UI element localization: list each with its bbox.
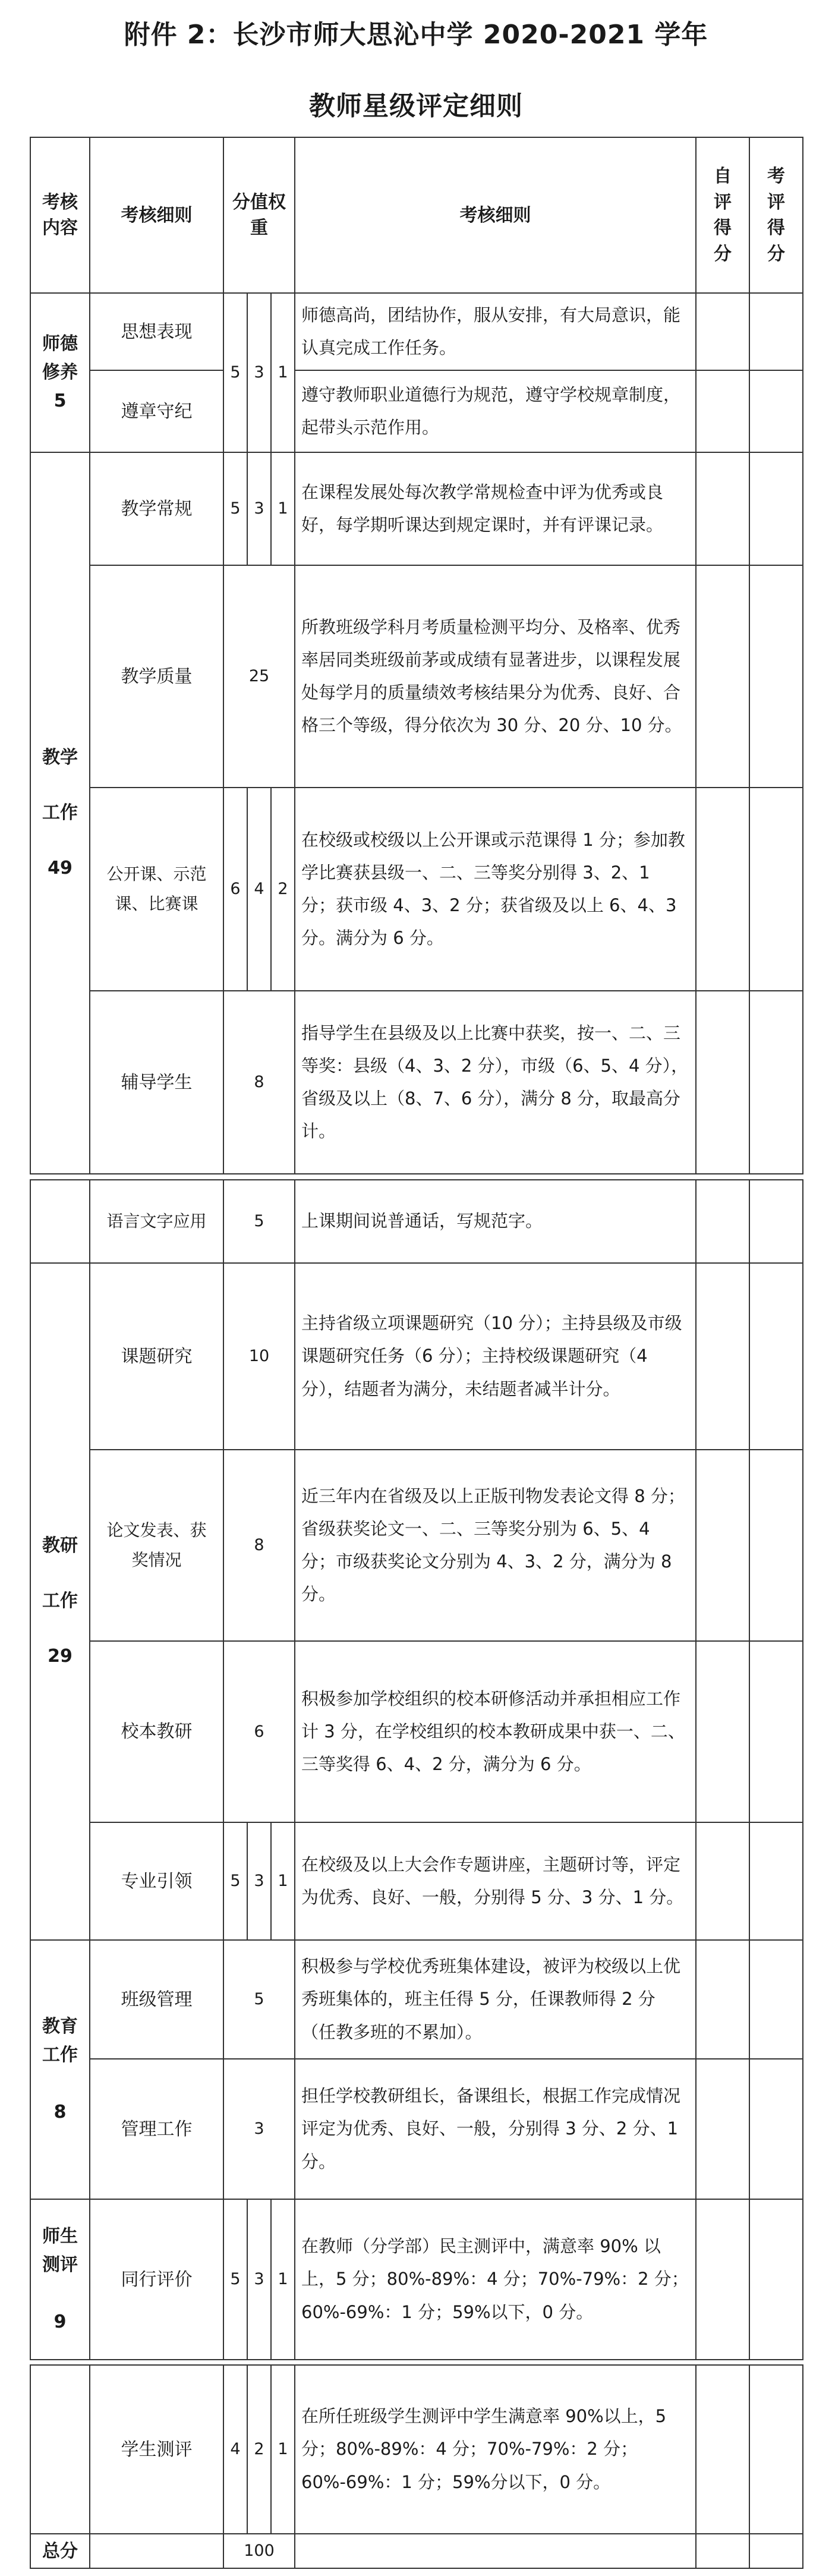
total-blank — [90, 2534, 223, 2568]
row-detail-yuyan: 上课期间说普通话，写规范字。 — [295, 1180, 696, 1263]
weight-xuesheng-a: 4 — [223, 2365, 247, 2534]
row-detail-yinling: 在校级及以上大会作专题讲座，主题研讨等，评定为优秀、良好、一般，分别得 5 分、3 分、1 分。 — [295, 1822, 696, 1940]
row-name-yuyan: 语言文字应用 — [90, 1180, 223, 1263]
weight-tonghang-b: 3 — [247, 2199, 271, 2360]
weight-ethics-b: 3 — [247, 293, 271, 452]
exam-score-cell[interactable] — [749, 1940, 803, 2059]
exam-score-cell[interactable] — [749, 1822, 803, 1940]
header-detail: 考核细则 — [295, 137, 696, 293]
rating-table-part1 — [30, 137, 803, 1174]
row-name-sixiang: 思想表现 — [90, 293, 223, 370]
weight-changgui-c: 1 — [271, 452, 295, 565]
row-detail-gongkai: 在校级或校级以上公开课或示范课得 1 分；参加教学比赛获县级一、二、三等奖分别得 3、2、1 分；获市级 4、3、2 分；获省级及以上 6、4、3 分。满分为 6 分。 — [295, 788, 696, 991]
row-detail-keti: 主持省级立项课题研究（10 分）；主持县级及市级课题研究任务（6 分）；主持校级课题研究（4 分），结题者为满分，未结题者减半计分。 — [295, 1263, 696, 1450]
row-detail-sixiang: 师德高尚，团结协作，服从安排，有大局意识，能认真完成工作任务。 — [295, 293, 696, 370]
row-name-changgui: 教学常规 — [90, 452, 223, 565]
self-score-cell[interactable] — [696, 1263, 749, 1450]
section-total: 总分 — [30, 2534, 90, 2568]
self-score-cell[interactable] — [696, 452, 749, 565]
weight-xuesheng-b: 2 — [247, 2365, 271, 2534]
weight-gongkai-c: 2 — [271, 788, 295, 991]
exam-score-cell[interactable] — [749, 293, 803, 370]
section-teaching: 教学 工作 49 — [30, 452, 90, 1174]
exam-score-cell[interactable] — [749, 991, 803, 1174]
section-blank — [30, 2365, 90, 2534]
weight-yuyan: 5 — [223, 1180, 295, 1263]
weight-tonghang-a: 5 — [223, 2199, 247, 2360]
row-detail-xiaoben: 积极参加学校组织的校本研修活动并承担相应工作计 3 分，在学校组织的校本教研成果中获一、二、三等奖得 6、4、2 分，满分为 6 分。 — [295, 1641, 696, 1822]
document-title-line2: 教师星级评定细则 — [309, 91, 523, 121]
rating-table-part2 — [30, 1179, 803, 2360]
weight-ethics-c: 1 — [271, 293, 295, 452]
exam-score-cell[interactable] — [749, 2059, 803, 2199]
self-score-cell[interactable] — [696, 1180, 749, 1263]
self-score-cell[interactable] — [696, 370, 749, 452]
weight-gongkai-b: 4 — [247, 788, 271, 991]
row-name-zhiliang: 教学质量 — [90, 565, 223, 788]
header-content: 考核 内容 — [30, 137, 90, 293]
total-detail-blank — [295, 2534, 696, 2568]
weight-guanli: 3 — [223, 2059, 295, 2199]
self-score-cell[interactable] — [696, 2199, 749, 2360]
exam-score-cell[interactable] — [749, 565, 803, 788]
weight-tonghang-c: 1 — [271, 2199, 295, 2360]
weight-changgui-b: 3 — [247, 452, 271, 565]
row-detail-tonghang: 在教师（分学部）民主测评中，满意率 90% 以上，5 分；80%-89%：4 分；70%-79%：2 分；60%-69%：1 分；59%以下，0 分。 — [295, 2199, 696, 2360]
section-evaluation: 师生 测评 9 — [30, 2199, 90, 2360]
weight-changgui-a: 5 — [223, 452, 247, 565]
exam-score-cell[interactable] — [749, 1180, 803, 1263]
row-detail-guanli: 担任学校教研组长，备课组长，根据工作完成情况评定为优秀、良好、一般，分别得 3 分、2 分、1 分。 — [295, 2059, 696, 2199]
weight-zhiliang: 25 — [223, 565, 295, 788]
self-score-cell[interactable] — [696, 1641, 749, 1822]
exam-score-cell[interactable] — [749, 1641, 803, 1822]
weight-xuesheng-c: 1 — [271, 2365, 295, 2534]
self-score-cell[interactable] — [696, 991, 749, 1174]
weight-lunwen: 8 — [223, 1450, 295, 1641]
weight-yinling-c: 1 — [271, 1822, 295, 1940]
document-title-line1: 附件 2：长沙市师大思沁中学 2020-2021 学年 — [124, 20, 708, 50]
exam-score-cell[interactable] — [749, 2365, 803, 2534]
weight-yinling-a: 5 — [223, 1822, 247, 1940]
exam-score-cell[interactable] — [749, 1263, 803, 1450]
row-detail-fudao: 指导学生在县级及以上比赛中获奖，按一、二、三等奖：县级（4、3、2 分），市级（6、5、4 分），省级及以上（8、7、6 分），满分 8 分，取最高分计。 — [295, 991, 696, 1174]
section-ethics: 师德 修养 5 — [30, 293, 90, 452]
self-score-cell[interactable] — [696, 788, 749, 991]
self-score-cell[interactable] — [696, 2365, 749, 2534]
row-name-guanli: 管理工作 — [90, 2059, 223, 2199]
header-self-score: 自 评 得 分 — [696, 137, 749, 293]
header-exam-score: 考 评 得 分 — [749, 137, 803, 293]
weight-ethics-a: 5 — [223, 293, 247, 452]
row-name-xiaoben: 校本教研 — [90, 1641, 223, 1822]
exam-score-cell[interactable] — [749, 2199, 803, 2360]
row-name-tonghang: 同行评价 — [90, 2199, 223, 2360]
section-education: 教育 工作 8 — [30, 1940, 90, 2199]
row-name-lunwen: 论文发表、获奖情况 — [90, 1450, 223, 1641]
row-name-fudao: 辅导学生 — [90, 991, 223, 1174]
weight-banji: 5 — [223, 1940, 295, 2059]
exam-score-cell[interactable] — [749, 1450, 803, 1641]
row-detail-xuesheng: 在所任班级学生测评中学生满意率 90%以上，5 分；80%-89%：4 分；70%-79%：2 分；60%-69%：1 分；59%分以下，0 分。 — [295, 2365, 696, 2534]
row-detail-zhiliang: 所教班级学科月考质量检测平均分、及格率、优秀率居同类班级前茅或成绩有显著进步，以课程发展处每学月的质量绩效考核结果分为优秀、良好、合格三个等级，得分依次为 30 分、20 分、10 分。 — [295, 565, 696, 788]
row-name-yinling: 专业引领 — [90, 1822, 223, 1940]
row-name-zunzhang: 遵章守纪 — [90, 370, 223, 452]
self-score-cell[interactable] — [696, 1450, 749, 1641]
section-blank — [30, 1180, 90, 1263]
weight-xiaoben: 6 — [223, 1641, 295, 1822]
total-value: 100 — [223, 2534, 295, 2568]
row-detail-changgui: 在课程发展处每次教学常规检查中评为优秀或良好，每学期听课达到规定课时，并有评课记录。 — [295, 452, 696, 565]
weight-yinling-b: 3 — [247, 1822, 271, 1940]
row-name-xuesheng: 学生测评 — [90, 2365, 223, 2534]
weight-fudao: 8 — [223, 991, 295, 1174]
row-detail-lunwen: 近三年内在省级及以上正版刊物发表论文得 8 分；省级获奖论文一、二、三等奖分别为 6、5、4 分；市级获奖论文分别为 4、3、2 分，满分为 8 分。 — [295, 1450, 696, 1641]
self-score-cell[interactable] — [696, 2059, 749, 2199]
self-score-cell[interactable] — [696, 293, 749, 370]
self-score-cell[interactable] — [696, 1822, 749, 1940]
exam-score-total-cell[interactable] — [749, 2534, 803, 2568]
row-name-gongkai: 公开课、示范课、比赛课 — [90, 788, 223, 991]
self-score-cell[interactable] — [696, 565, 749, 788]
exam-score-cell[interactable] — [749, 452, 803, 565]
header-rule: 考核细则 — [90, 137, 223, 293]
self-score-total-cell[interactable] — [696, 2534, 749, 2568]
row-name-keti: 课题研究 — [90, 1263, 223, 1450]
weight-keti: 10 — [223, 1263, 295, 1450]
row-name-banji: 班级管理 — [90, 1940, 223, 2059]
rating-table-part3 — [30, 2364, 803, 2569]
weight-gongkai-a: 6 — [223, 788, 247, 991]
row-detail-zunzhang: 遵守教师职业道德行为规范，遵守学校规章制度，起带头示范作用。 — [295, 370, 696, 452]
section-research: 教研 工作 29 — [30, 1263, 90, 1940]
row-detail-banji: 积极参与学校优秀班集体建设，被评为校级以上优秀班集体的，班主任得 5 分，任课教师得 2 分（任教多班的不累加）。 — [295, 1940, 696, 2059]
header-weight: 分值权 重 — [223, 137, 295, 293]
self-score-cell[interactable] — [696, 1940, 749, 2059]
exam-score-cell[interactable] — [749, 788, 803, 991]
exam-score-cell[interactable] — [749, 370, 803, 452]
